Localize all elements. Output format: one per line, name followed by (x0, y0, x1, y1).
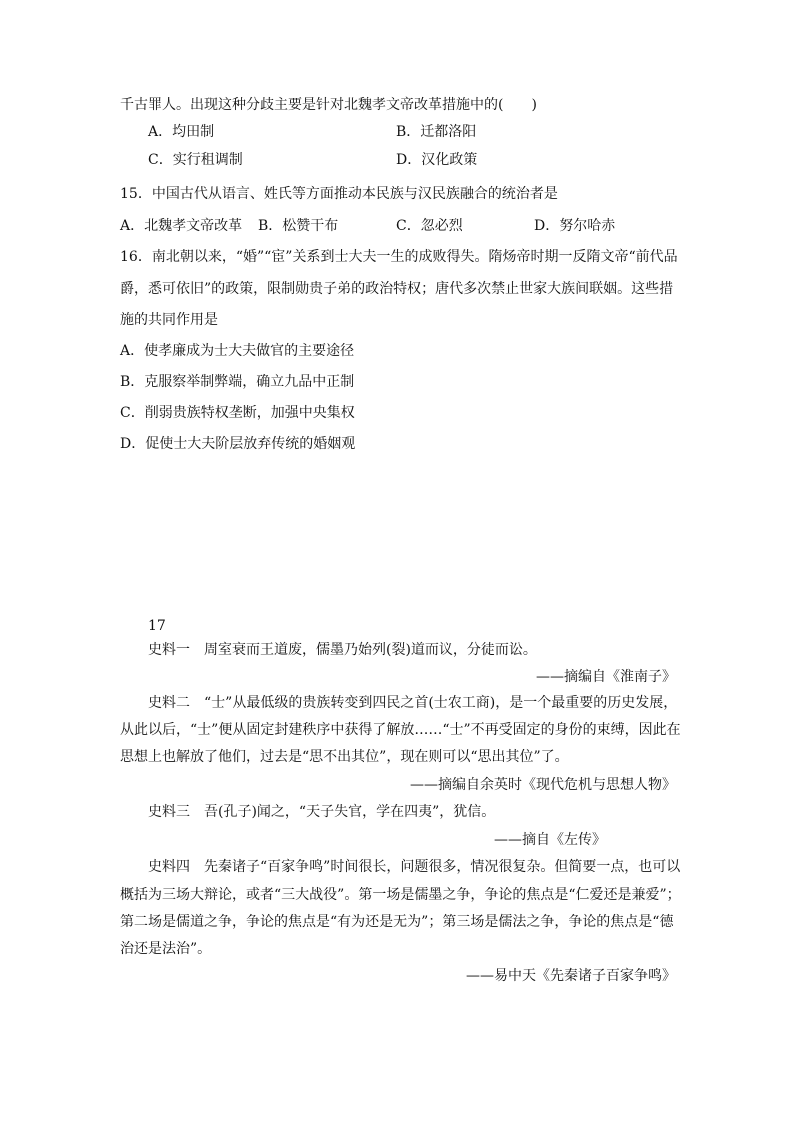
q16-option-c: C．削弱贵族特权垄断，加强中央集权 (120, 405, 355, 421)
q17-material-4-line-1: 史料四 先秦诸子“百家争鸣”时间很长，问题很多，情况很复杂。但简要一点，也可以 (148, 859, 681, 875)
q16-stem-line-1: 16．南北朝以来，“婚”“宦”关系到士大夫一生的成败得失。隋炀帝时期一反隋文帝“前代品 (120, 249, 678, 265)
q17-material-4-line-3: 第二场是儒道之争，争论的焦点是“有为还是无为”；第三场是儒法之争，争论的焦点是“德 (120, 914, 674, 930)
q17-material-3-source: ——摘自《左传》 (494, 832, 606, 848)
q17-material-4-source: ——易中天《先秦诸子百家争鸣》 (466, 968, 676, 984)
q17-material-4-line-4: 治还是法治”。 (120, 941, 212, 957)
q15-stem: 15．中国古代从语言、姓氏等方面推动本民族与汉民族融合的统治者是 (120, 186, 558, 202)
q15-option-a: A．北魏孝文帝改革 (120, 218, 243, 234)
q17-material-1: 史料一 周室衰而王道废，儒墨乃始列(裂)道而议，分徒而讼。 (148, 642, 537, 658)
q17-number: 17 (148, 618, 166, 634)
q14-stem: 千古罪人。出现这种分歧主要是针对北魏孝文帝改革措施中的( ) (120, 97, 537, 113)
q15-option-b: B．松赞干布 (258, 218, 339, 234)
q14-option-b: B．迁都洛阳 (396, 124, 477, 140)
q17-material-3: 史料三 吾(孔子)闻之，“天子失官，学在四夷”，犹信。 (148, 804, 496, 820)
q17-material-1-source: ——摘编自《淮南子》 (536, 669, 676, 685)
q14-option-d: D．汉化政策 (396, 152, 478, 168)
q16-stem-line-3: 施的共同作用是 (120, 312, 218, 328)
q17-material-4-line-2: 概括为三场大辩论，或者“三大战役”。第一场是儒墨之争，争论的焦点是“仁爱还是兼爱”； (120, 887, 681, 903)
q16-option-d: D．促使士大夫阶层放弃传统的婚姻观 (120, 436, 356, 452)
q16-option-b: B．克服察举制弊端，确立九品中正制 (120, 374, 355, 390)
q15-option-d: D．努尔哈赤 (534, 218, 616, 234)
q17-material-2-line-1: 史料二 “士”从最低级的贵族转变到四民之首(士农工商)，是一个最重要的历史发展， (148, 695, 678, 711)
q16-option-a: A．使孝廉成为士大夫做官的主要途径 (120, 343, 355, 359)
q17-material-2-line-3: 思想上也解放了他们，过去是“思不出其位”，现在则可以“思出其位”了。 (120, 749, 569, 765)
q14-option-c: C．实行租调制 (148, 152, 243, 168)
q17-material-2-line-2: 从此以后，“士”便从固定封建秩序中获得了解放……“士”不再受固定的身份的束缚，因此在 (120, 722, 681, 738)
q16-stem-line-2: 爵，悉可依旧”的政策，限制勋贵子弟的政治特权；唐代多次禁止世家大族间联姻。这些措 (120, 281, 674, 297)
q15-option-c: C．忽必烈 (396, 218, 463, 234)
q17-material-2-source: ——摘编自余英时《现代危机与思想人物》 (410, 777, 676, 793)
q14-option-a: A．均田制 (148, 124, 215, 140)
